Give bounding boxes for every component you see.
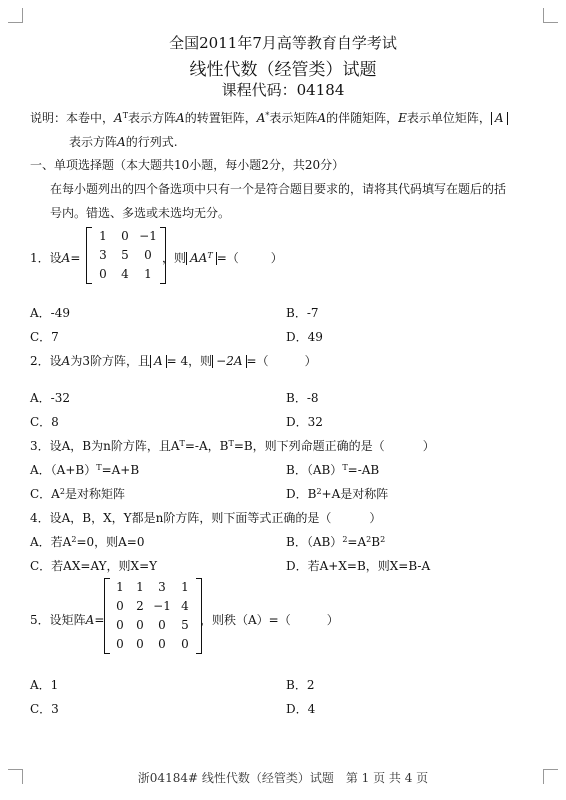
question-5-matrix <box>104 578 202 654</box>
matrix-cell: 0 <box>136 637 144 651</box>
question-5-option-a: A．1 <box>30 678 59 692</box>
matrix-cell: 5 <box>121 248 129 262</box>
question-4-option-a: A．若$A^2=0$，则A=0 <box>30 535 145 549</box>
matrix-cell: 1 <box>181 580 189 594</box>
exam-subject: 线性代数（经管类）试题 <box>189 60 377 80</box>
section-instruction-1: 在每小题列出的四个备选项中只有一个是符合题目要求的，请将其代码填写在题后的括 <box>50 182 507 196</box>
question-3-option-c: C．$A^2$是对称矩阵 <box>30 487 125 501</box>
matrix-cell: 0 <box>158 637 166 651</box>
question-2-option-d: D．32 <box>286 415 323 429</box>
question-5-stem: ，则秩（A）=（ ） <box>200 613 339 627</box>
question-3-stem: 3．设A，B为n阶方阵，且$A^T=-A$，$B^T=B$，则下列命题正确的是（ ） <box>30 439 435 453</box>
question-2-option-b: B．-8 <box>286 391 319 405</box>
matrix-cell: 2 <box>136 599 144 613</box>
question-4-stem: 4．设A，B，X，Y都是n阶方阵，则下面等式正确的是（ ） <box>30 511 382 525</box>
question-3-option-d: D．$B^2+A$是对称阵 <box>286 487 389 501</box>
matrix-cell: 3 <box>158 580 166 594</box>
matrix-cell: 1 <box>99 229 107 243</box>
matrix-cell: 4 <box>181 599 189 613</box>
question-5-label: 5．设矩阵A= <box>30 613 105 627</box>
matrix-cell: −1 <box>153 599 171 613</box>
question-1-label: 1．设A= <box>30 251 81 265</box>
question-4-option-b: B．$(AB)^2=A^2B^2$ <box>286 535 386 549</box>
matrix-cell: 0 <box>116 599 124 613</box>
question-4-option-c: C．若AX=AY，则X=Y <box>30 559 158 573</box>
matrix-cell: 1 <box>144 267 152 281</box>
note-line-1: 说明：本卷中，$A^T$表示方阵A的转置钜阵，A*表示矩阵A的伴随矩阵，E表示单位矩阵， A <box>30 109 508 126</box>
question-2-option-c: C．8 <box>30 415 59 429</box>
question-1-stem: ，则 $AA^T$ =（ ） <box>162 251 283 265</box>
crop-mark-top-left <box>8 8 23 23</box>
matrix-cell: 5 <box>181 618 189 632</box>
question-1-option-c: C．7 <box>30 330 59 344</box>
question-2-option-a: A．-32 <box>30 391 70 405</box>
question-5-option-d: D．4 <box>286 702 316 716</box>
question-3-option-a: A．$(A+B)^T=A+B$ <box>30 463 140 477</box>
matrix-cell: 0 <box>158 618 166 632</box>
section-instruction-2: 号内。错选、多选或未选均无分。 <box>50 206 231 220</box>
question-1-option-a: A．-49 <box>30 306 70 320</box>
matrix-cell: 0 <box>116 637 124 651</box>
matrix-cell: 4 <box>121 267 129 281</box>
matrix-cell: −1 <box>139 229 157 243</box>
question-2-stem: 2．设A为3阶方阵，且 A = 4，则 −2A =（ ） <box>30 354 317 368</box>
question-5-option-c: C．3 <box>30 702 59 716</box>
course-code: 课程代码：04184 <box>221 81 345 99</box>
question-3-option-b: B．（AB）$^T$=-AB <box>286 463 380 477</box>
question-1-option-d: D．49 <box>286 330 323 344</box>
matrix-cell: 0 <box>136 618 144 632</box>
matrix-cell: 1 <box>116 580 124 594</box>
matrix-cell: 0 <box>181 637 189 651</box>
matrix-cell: 0 <box>144 248 152 262</box>
matrix-cell: 0 <box>99 267 107 281</box>
question-1-matrix <box>86 227 166 284</box>
matrix-cell: 0 <box>121 229 129 243</box>
crop-mark-top-right <box>543 8 558 23</box>
section-title: 一、单项选择题（本大题共10小题，每小题2分，共20分） <box>30 158 345 172</box>
note-line-2: 表示方阵A的行列式. <box>69 135 178 149</box>
matrix-cell: 0 <box>116 618 124 632</box>
question-4-option-d: D．若A+X=B，则X=B-A <box>286 559 431 573</box>
matrix-cell: 3 <box>99 248 107 262</box>
question-1-option-b: B．-7 <box>286 306 319 320</box>
matrix-cell: 1 <box>136 580 144 594</box>
page-footer: 浙04184# 线性代数（经管类）试题 第 1 页 共 4 页 <box>137 771 429 785</box>
question-5-option-b: B．2 <box>286 678 315 692</box>
exam-title: 全国2011年7月高等教育自学考试 <box>169 34 397 52</box>
